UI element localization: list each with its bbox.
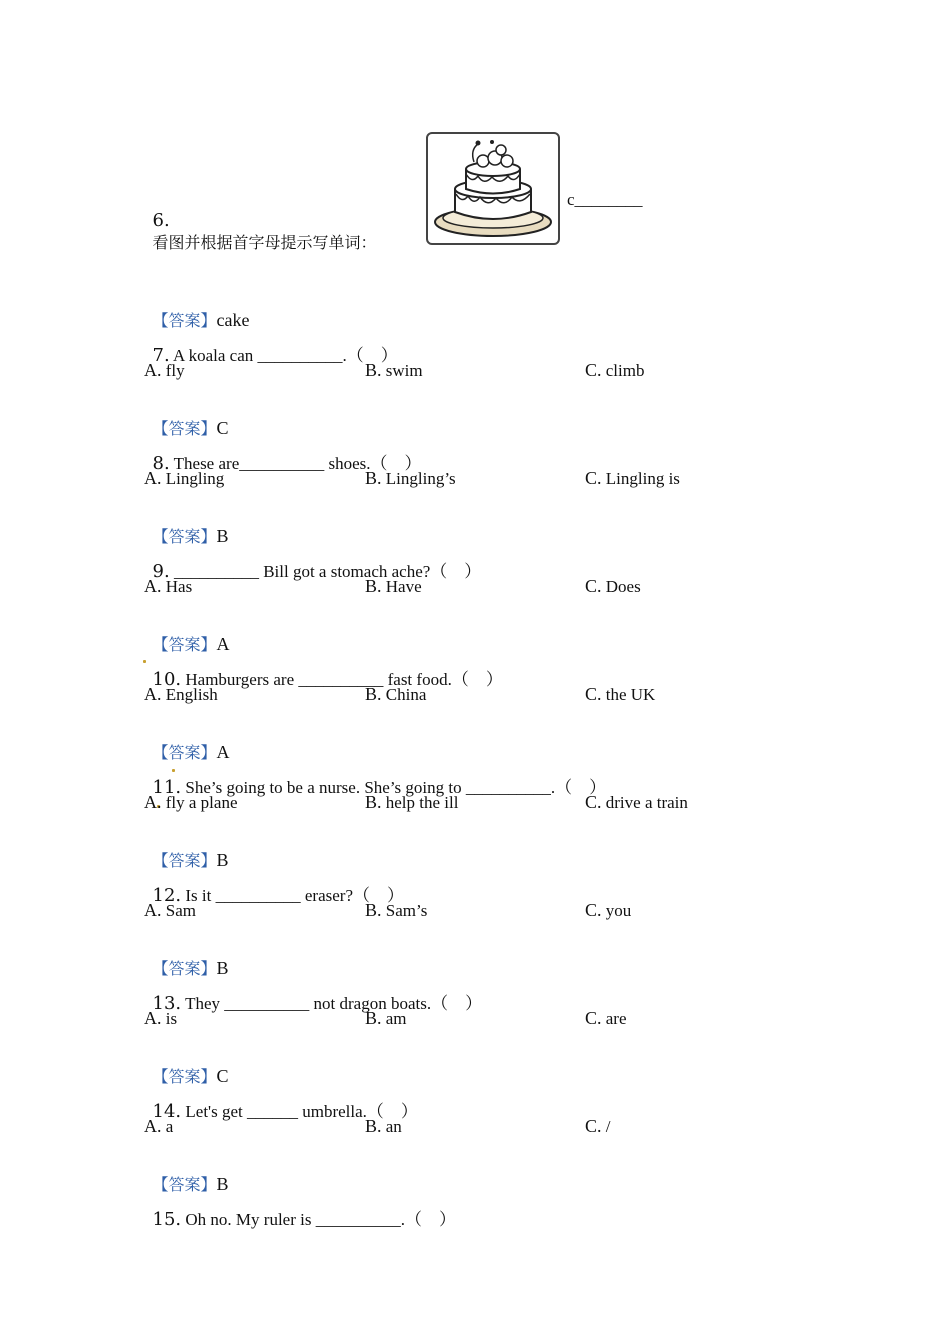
option-c: C. drive a train: [585, 792, 688, 812]
answer-value: B: [216, 850, 229, 870]
answer-label: 【答案】: [152, 743, 217, 762]
question-number: 6.: [152, 210, 170, 231]
option-a: A. Sam: [144, 900, 196, 920]
question-prompt: 看图并根据首字母提示写单词：: [152, 233, 377, 252]
cake-image: [426, 132, 560, 245]
option-c: C. /: [585, 1116, 611, 1136]
question-number: 7.: [152, 345, 170, 366]
question-number: 12.: [152, 885, 182, 906]
cake-icon: [428, 134, 558, 243]
question-text: They __________ not dragon boats.（ ）: [185, 994, 483, 1013]
answer-label: 【答案】: [152, 1175, 217, 1194]
answer-value: cake: [216, 310, 250, 330]
option-c: C. Does: [585, 576, 641, 596]
option-c: C. climb: [585, 360, 645, 380]
question-6: [144, 188, 377, 254]
answer-label: 【答案】: [152, 1067, 217, 1086]
option-c: C. Lingling is: [585, 468, 680, 488]
option-a: A. fly: [144, 360, 185, 380]
option-b: B. Have: [365, 576, 422, 596]
answer-value: C: [216, 1066, 229, 1086]
option-b: B. Lingling’s: [365, 468, 456, 488]
question-number: 14.: [152, 1101, 182, 1122]
question-text: She’s going to be a nurse. She’s going to __________.（ ）: [185, 778, 607, 797]
answer-label: 【答案】: [152, 419, 217, 438]
option-a: A. fly a plane: [144, 792, 238, 812]
answer-label: 【答案】: [152, 851, 217, 870]
option-c: C. you: [585, 900, 632, 920]
question-number: 10.: [152, 669, 182, 690]
answer-value: A: [216, 634, 230, 654]
option-a: A. English: [144, 684, 218, 704]
option-b: B. help the ill: [365, 792, 459, 812]
question-9: [144, 539, 481, 583]
question-number: 11.: [152, 777, 182, 798]
question-text: Let's get ______ umbrella.（ ）: [185, 1102, 418, 1121]
question-number: 8.: [152, 453, 170, 474]
answer-value: C: [216, 418, 229, 438]
question-text: A koala can __________.（ ）: [173, 346, 398, 365]
question-text: These are__________ shoes.（ ）: [173, 454, 422, 473]
option-c: C. are: [585, 1008, 627, 1028]
option-b: B. am: [365, 1008, 407, 1028]
option-a: A. Has: [144, 576, 193, 596]
option-b: B. swim: [365, 360, 423, 380]
option-b: B. Sam’s: [365, 900, 428, 920]
option-b: B. an: [365, 1116, 402, 1136]
question-number: 13.: [152, 993, 182, 1014]
option-b: B. China: [365, 684, 427, 704]
question-text: Hamburgers are __________ fast food.（ ）: [185, 670, 503, 689]
answer-value: B: [216, 1174, 229, 1194]
answer-value: B: [216, 958, 229, 978]
answer-value: A: [216, 742, 230, 762]
question-15: [144, 1187, 456, 1231]
answer-label: 【答案】: [152, 527, 217, 546]
option-a: A. Lingling: [144, 468, 225, 488]
answer-label: 【答案】: [152, 311, 217, 330]
question-13: [144, 971, 482, 1015]
answer-label: 【答案】: [152, 959, 217, 978]
question-number: 9.: [152, 561, 170, 582]
question-number: 15.: [152, 1209, 182, 1230]
option-a: A. is: [144, 1008, 178, 1028]
question-text: __________ Bill got a stomach ache?（ ）: [173, 562, 482, 581]
option-c: C. the UK: [585, 684, 656, 704]
question-text: Oh no. My ruler is __________.（ ）: [185, 1210, 456, 1229]
question-text: Is it __________ eraser?（ ）: [185, 886, 404, 905]
option-a: A. a: [144, 1116, 174, 1136]
question-6-blank: c________: [567, 190, 643, 209]
answer-label: 【答案】: [152, 635, 217, 654]
answer-value: B: [216, 526, 229, 546]
